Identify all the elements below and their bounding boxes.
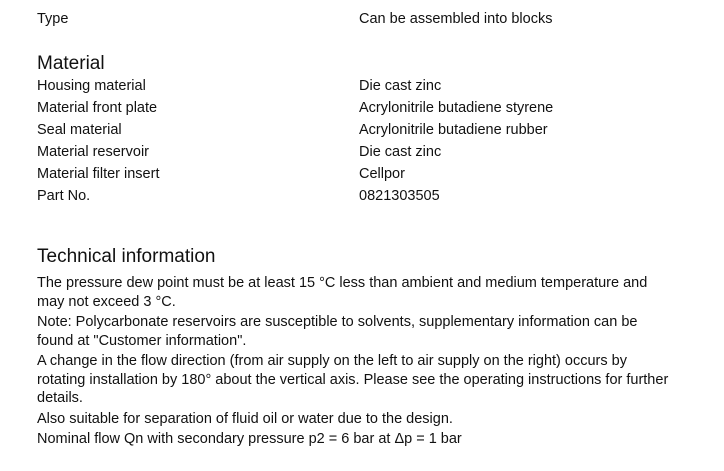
paragraph-line: A change in the flow direction (from air supply on the left to air supply on the right) occurs by bbox=[37, 353, 627, 369]
paragraph-line: Also suitable for separation of fluid oil or water due to the design. bbox=[37, 410, 453, 427]
paragraph-line: found at "Customer information". bbox=[37, 332, 247, 349]
paragraph bbox=[37, 313, 717, 350]
spec-row-type bbox=[37, 9, 724, 31]
paragraph-line: details. bbox=[37, 390, 83, 406]
spec-value: 0821303505 bbox=[359, 187, 440, 204]
paragraph-line: Nominal flow Qn with secondary pressure p2 = 6 bar at Δp = 1 bar bbox=[37, 431, 462, 447]
material-section-heading: Material bbox=[37, 53, 105, 74]
table-row bbox=[37, 164, 724, 186]
spec-label: Material filter insert bbox=[37, 165, 160, 182]
spec-value: Die cast zinc bbox=[359, 143, 442, 160]
spec-value: Can be assembled into blocks bbox=[359, 11, 553, 27]
paragraph bbox=[37, 430, 717, 449]
spec-label: Seal material bbox=[37, 121, 122, 138]
spec-value: Acrylonitrile butadiene rubber bbox=[359, 121, 548, 138]
table-row bbox=[37, 120, 724, 142]
technical-section-heading: Technical information bbox=[37, 246, 216, 267]
paragraph-line: Note: Polycarbonate reservoirs are susceptible to solvents, supplementary information can be bbox=[37, 314, 638, 330]
technical-paragraphs bbox=[37, 274, 717, 451]
table-row bbox=[37, 98, 724, 120]
spec-label: Part No. bbox=[37, 187, 91, 204]
paragraph bbox=[37, 352, 717, 408]
paragraph bbox=[37, 410, 717, 429]
spec-label: Housing material bbox=[37, 78, 146, 94]
paragraph-line: may not exceed 3 °C. bbox=[37, 293, 176, 310]
spec-value: Die cast zinc bbox=[359, 78, 442, 94]
paragraph-line: rotating installation by 180° about the vertical axis. Please see the operating instructions for further bbox=[37, 371, 669, 388]
material-spec-table bbox=[37, 76, 724, 207]
paragraph-line: The pressure dew point must be at least 15 °C less than ambient and medium temperature and bbox=[37, 275, 648, 291]
spec-value: Cellpor bbox=[359, 165, 405, 182]
spec-value: Acrylonitrile butadiene styrene bbox=[359, 99, 554, 116]
spec-label: Type bbox=[37, 11, 69, 27]
paragraph bbox=[37, 274, 717, 311]
spec-label: Material reservoir bbox=[37, 143, 149, 160]
table-row bbox=[37, 186, 724, 208]
table-row bbox=[37, 76, 724, 98]
table-row bbox=[37, 142, 724, 164]
spec-label: Material front plate bbox=[37, 99, 158, 116]
